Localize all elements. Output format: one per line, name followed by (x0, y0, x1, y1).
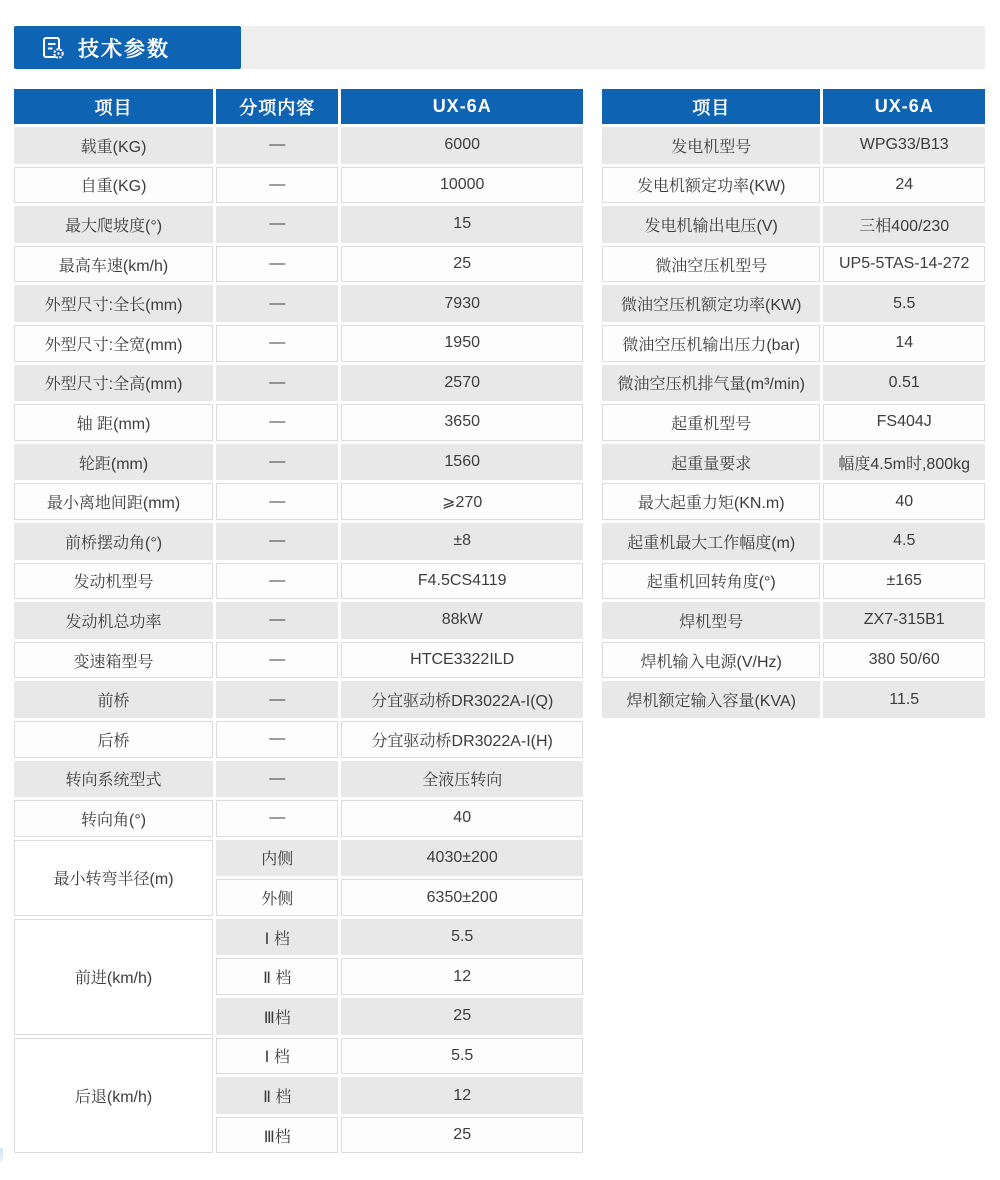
spec-sub-cell: Ⅰ 档 (216, 1038, 338, 1075)
section-title: 技术参数 (78, 37, 170, 61)
spec-value-cell: 幅度4.5m时,800kg (823, 444, 985, 481)
spec-row (14, 127, 583, 164)
spec-item-cell: 转向系统型式 (14, 761, 213, 798)
spec-value-cell: 7930 (341, 285, 583, 322)
spec-value-cell: 分宜驱动桥DR3022A-I(H) (341, 721, 583, 758)
spec-sub-cell: — (216, 365, 338, 402)
spec-row (14, 1038, 583, 1075)
spec-value-cell: 5.5 (341, 919, 583, 956)
spec-sub-cell: — (216, 800, 338, 837)
spec-row (602, 167, 985, 204)
spec-item-cell: 前桥 (14, 681, 213, 718)
spec-item-cell: 外型尺寸:全宽(mm) (14, 325, 213, 362)
spec-value-cell: HTCE3322ILD (341, 642, 583, 679)
spec-item-cell: 起重机型号 (602, 404, 820, 441)
spec-row (602, 602, 985, 639)
spec-item-cell: 后桥 (14, 721, 213, 758)
spec-sub-cell: — (216, 602, 338, 639)
spec-item-cell: 最大起重力矩(KN.m) (602, 483, 820, 520)
spec-value-cell: 4.5 (823, 523, 985, 560)
spec-item-cell: 起重机最大工作幅度(m) (602, 523, 820, 560)
spec-row (14, 483, 583, 520)
spec-row (14, 167, 583, 204)
spec-row (14, 523, 583, 560)
column-header-item: 项目 (602, 89, 820, 124)
spec-value-cell: 分宜驱动桥DR3022A-I(Q) (341, 681, 583, 718)
spec-item-cell: 发电机型号 (602, 127, 820, 164)
page-edge-accent (0, 1148, 3, 1162)
spec-sub-cell: — (216, 404, 338, 441)
spec-document-icon (40, 35, 66, 61)
column-header-subitem: 分项内容 (216, 89, 338, 124)
spec-value-cell: 3650 (341, 404, 583, 441)
spec-value-cell: UP5-5TAS-14-272 (823, 246, 985, 283)
spec-sub-cell: Ⅲ档 (216, 1117, 338, 1154)
spec-item-cell: 变速箱型号 (14, 642, 213, 679)
spec-row (14, 642, 583, 679)
spec-value-cell: 2570 (341, 365, 583, 402)
section-title-tab (14, 26, 241, 69)
spec-value-cell: 6000 (341, 127, 583, 164)
spec-row (602, 681, 985, 718)
spec-item-cell: 前桥摆动角(°) (14, 523, 213, 560)
spec-row (14, 840, 583, 877)
spec-sub-cell: Ⅰ 档 (216, 919, 338, 956)
spec-sub-cell: — (216, 523, 338, 560)
spec-row (602, 365, 985, 402)
spec-value-cell: 25 (341, 1117, 583, 1154)
spec-sub-cell: — (216, 285, 338, 322)
spec-row (14, 681, 583, 718)
spec-row (602, 285, 985, 322)
spec-sub-cell: — (216, 681, 338, 718)
spec-sub-cell: Ⅲ档 (216, 998, 338, 1035)
spec-row (602, 325, 985, 362)
spec-item-cell: 微油空压机额定功率(KW) (602, 285, 820, 322)
spec-item-cell: 发动机总功率 (14, 602, 213, 639)
spec-value-cell: 1560 (341, 444, 583, 481)
spec-sub-cell: — (216, 167, 338, 204)
spec-sub-cell: — (216, 246, 338, 283)
spec-row (602, 523, 985, 560)
spec-value-cell: 25 (341, 998, 583, 1035)
column-header-model: UX-6A (341, 89, 583, 124)
spec-value-cell: 全液压转向 (341, 761, 583, 798)
spec-sub-cell: — (216, 325, 338, 362)
spec-row (14, 206, 583, 243)
spec-item-cell: 微油空压机型号 (602, 246, 820, 283)
spec-value-cell: ±8 (341, 523, 583, 560)
spec-sub-cell: 外侧 (216, 879, 338, 916)
table-header-row (14, 89, 583, 124)
spec-item-cell: 外型尺寸:全高(mm) (14, 365, 213, 402)
spec-item-cell: 转向角(°) (14, 800, 213, 837)
spec-row (14, 721, 583, 758)
spec-item-cell: 最小离地间距(mm) (14, 483, 213, 520)
column-header-model: UX-6A (823, 89, 985, 124)
spec-row (14, 365, 583, 402)
spec-value-cell: 12 (341, 958, 583, 995)
spec-row (602, 642, 985, 679)
spec-item-cell: 载重(KG) (14, 127, 213, 164)
spec-item-cell: 最大爬坡度(°) (14, 206, 213, 243)
spec-row (602, 404, 985, 441)
right-table-body (602, 127, 985, 718)
spec-item-cell: 最高车速(km/h) (14, 246, 213, 283)
spec-value-cell: 40 (823, 483, 985, 520)
spec-item-cell: 焊机型号 (602, 602, 820, 639)
spec-row (602, 444, 985, 481)
spec-sub-cell: Ⅱ 档 (216, 958, 338, 995)
spec-value-cell: WPG33/B13 (823, 127, 985, 164)
spec-value-cell: 6350±200 (341, 879, 583, 916)
equipment-spec-table (599, 86, 988, 721)
spec-value-cell: ⩾270 (341, 483, 583, 520)
spec-value-cell: 三相400/230 (823, 206, 985, 243)
spec-row (14, 761, 583, 798)
spec-item-cell: 发电机输出电压(V) (602, 206, 820, 243)
spec-row (14, 800, 583, 837)
table-header-row (602, 89, 985, 124)
spec-item-cell: 发动机型号 (14, 563, 213, 600)
spec-row (14, 563, 583, 600)
spec-sub-cell: — (216, 761, 338, 798)
spec-value-cell: 0.51 (823, 365, 985, 402)
spec-row (602, 127, 985, 164)
spec-row (14, 246, 583, 283)
spec-sub-cell: — (216, 483, 338, 520)
column-header-item: 项目 (14, 89, 213, 124)
spec-row (602, 206, 985, 243)
spec-sub-cell: — (216, 721, 338, 758)
spec-row (602, 483, 985, 520)
spec-row (602, 246, 985, 283)
spec-item-cell: 后退(km/h) (14, 1038, 213, 1154)
spec-row (14, 325, 583, 362)
spec-value-cell: FS404J (823, 404, 985, 441)
spec-item-cell: 微油空压机排气量(m³/min) (602, 365, 820, 402)
spec-value-cell: 15 (341, 206, 583, 243)
spec-row (14, 285, 583, 322)
spec-sub-cell: — (216, 444, 338, 481)
spec-sub-cell: — (216, 563, 338, 600)
spec-value-cell: 380 50/60 (823, 642, 985, 679)
spec-value-cell: 4030±200 (341, 840, 583, 877)
spec-item-cell: 外型尺寸:全长(mm) (14, 285, 213, 322)
spec-item-cell: 最小转弯半径(m) (14, 840, 213, 916)
spec-sub-cell: — (216, 206, 338, 243)
spec-item-cell: 轴 距(mm) (14, 404, 213, 441)
spec-value-cell: 11.5 (823, 681, 985, 718)
spec-value-cell: F4.5CS4119 (341, 563, 583, 600)
spec-item-cell: 起重机回转角度(°) (602, 563, 820, 600)
spec-value-cell: 25 (341, 246, 583, 283)
spec-item-cell: 起重量要求 (602, 444, 820, 481)
spec-value-cell: 1950 (341, 325, 583, 362)
spec-row (14, 919, 583, 956)
spec-value-cell: 88kW (341, 602, 583, 639)
spec-item-cell: 发电机额定功率(KW) (602, 167, 820, 204)
spec-row (602, 563, 985, 600)
spec-item-cell: 前进(km/h) (14, 919, 213, 1035)
spec-value-cell: 24 (823, 167, 985, 204)
left-table-body (14, 127, 583, 1153)
chassis-spec-table (11, 86, 586, 1156)
spec-value-cell: 14 (823, 325, 985, 362)
spec-value-cell: 5.5 (341, 1038, 583, 1075)
spec-sub-cell: Ⅱ 档 (216, 1077, 338, 1114)
spec-value-cell: ZX7-315B1 (823, 602, 985, 639)
spec-row (14, 404, 583, 441)
spec-item-cell: 自重(KG) (14, 167, 213, 204)
spec-row (14, 444, 583, 481)
spec-row (14, 602, 583, 639)
spec-value-cell: ±165 (823, 563, 985, 600)
spec-value-cell: 40 (341, 800, 583, 837)
spec-value-cell: 12 (341, 1077, 583, 1114)
spec-sub-cell: — (216, 642, 338, 679)
spec-value-cell: 10000 (341, 167, 583, 204)
spec-item-cell: 焊机输入电源(V/Hz) (602, 642, 820, 679)
spec-sub-cell: — (216, 127, 338, 164)
spec-value-cell: 5.5 (823, 285, 985, 322)
spec-item-cell: 微油空压机输出压力(bar) (602, 325, 820, 362)
spec-item-cell: 轮距(mm) (14, 444, 213, 481)
spec-sub-cell: 内侧 (216, 840, 338, 877)
spec-item-cell: 焊机额定输入容量(KVA) (602, 681, 820, 718)
